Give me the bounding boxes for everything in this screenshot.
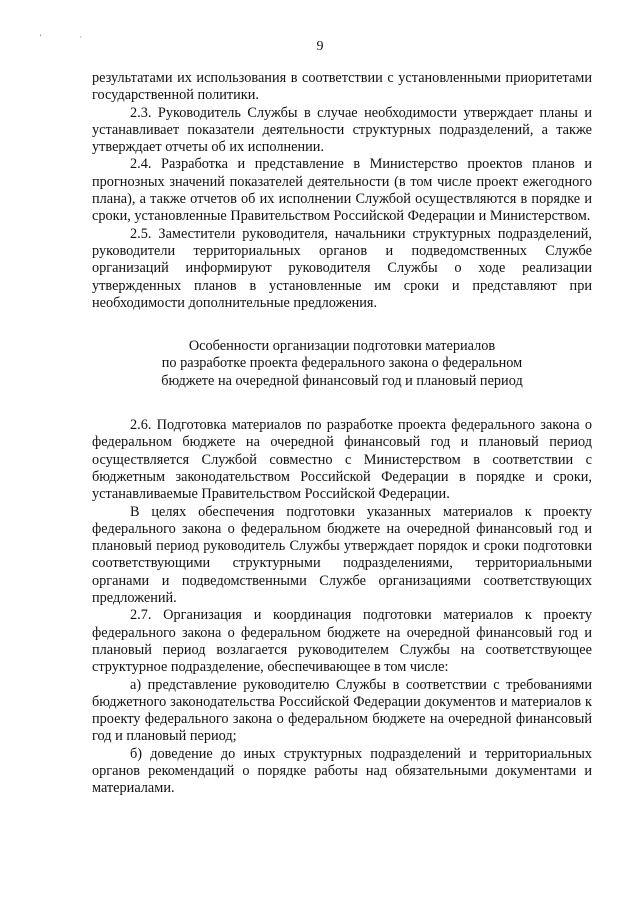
page-number: 9: [316, 39, 324, 54]
paragraph-2-3: 2.3. Руководитель Службы в случае необходимости утверждает планы и устанавливает показатели деятельности структурных подразделений, а также утверждает отчеты об их исполнении.: [92, 104, 592, 156]
section-heading: [92, 338, 592, 390]
page-body: [92, 70, 592, 798]
paragraph-2-6-purpose: В целях обеспечения подготовки указанных материалов к проекту федерального закона о федеральном бюджете на очередной финансовый год и плановый период руководитель Службы утверждает порядок и сроки подготовки соответствующими структурными подразделениями, территориальными органами и подведомственными Службе организациями соответствующих предложений.: [92, 503, 592, 607]
paragraph-2-4: 2.4. Разработка и представление в Министерство проектов планов и прогнозных значений показателей деятельности (в том числе проект ежегодного плана), а также отчетов об их исполнении Службой осуществляются в порядке и сроки, установленные Правительством Российской Федерации и Министерством.: [92, 156, 592, 225]
section-heading-line-3: бюджете на очередной финансовый год и плановый период: [161, 372, 523, 389]
paragraph-2-6: 2.6. Подготовка материалов по разработке проекта федерального закона о федеральном бюджете на очередной финансовый год и плановый период осуществляется Службой совместно с Министерством в соответствии с бюджетным законодательством Российской Федерации в порядке и сроки, устанавливаемые Правительством Российской Федерации.: [92, 417, 592, 503]
paragraph-2-7-b: б) доведение до иных структурных подразделений и территориальных органов рекомендаций о порядке работы над обязательными документами и материалами.: [92, 745, 592, 797]
paragraph-2-7-a: а) представление руководителю Службы в соответствии с требованиями бюджетного законодательства Российской Федерации документов и материалов к проекту федерального закона о федеральном бюджете на очередной финансовый год и плановый период;: [92, 676, 592, 745]
paragraph-2-7: 2.7. Организация и координация подготовки материалов к проекту федерального закона о федеральном бюджете на очередной финансовый год и плановый период возлагается руководителем Службы на соответствующее структурное подразделение, обеспечивающее в том числе:: [92, 607, 592, 676]
paragraph-continuation: результатами их использования в соответствии с установленными приоритетами государственной политики.: [92, 70, 592, 104]
scan-specks: ' ·: [40, 33, 101, 42]
section-heading-line-1: Особенности организации подготовки материалов: [188, 338, 496, 355]
section-heading-line-2: по разработке проекта федерального закона о федеральном: [161, 355, 523, 372]
paragraph-2-5: 2.5. Заместители руководителя, начальники структурных подразделений, руководители территориальных органов и подведомственных Службе организаций информируют руководителя Службы о ходе реализации утвержденных планов в установленные им сроки и представляют при необходимости дополнительные предложения.: [92, 225, 592, 311]
